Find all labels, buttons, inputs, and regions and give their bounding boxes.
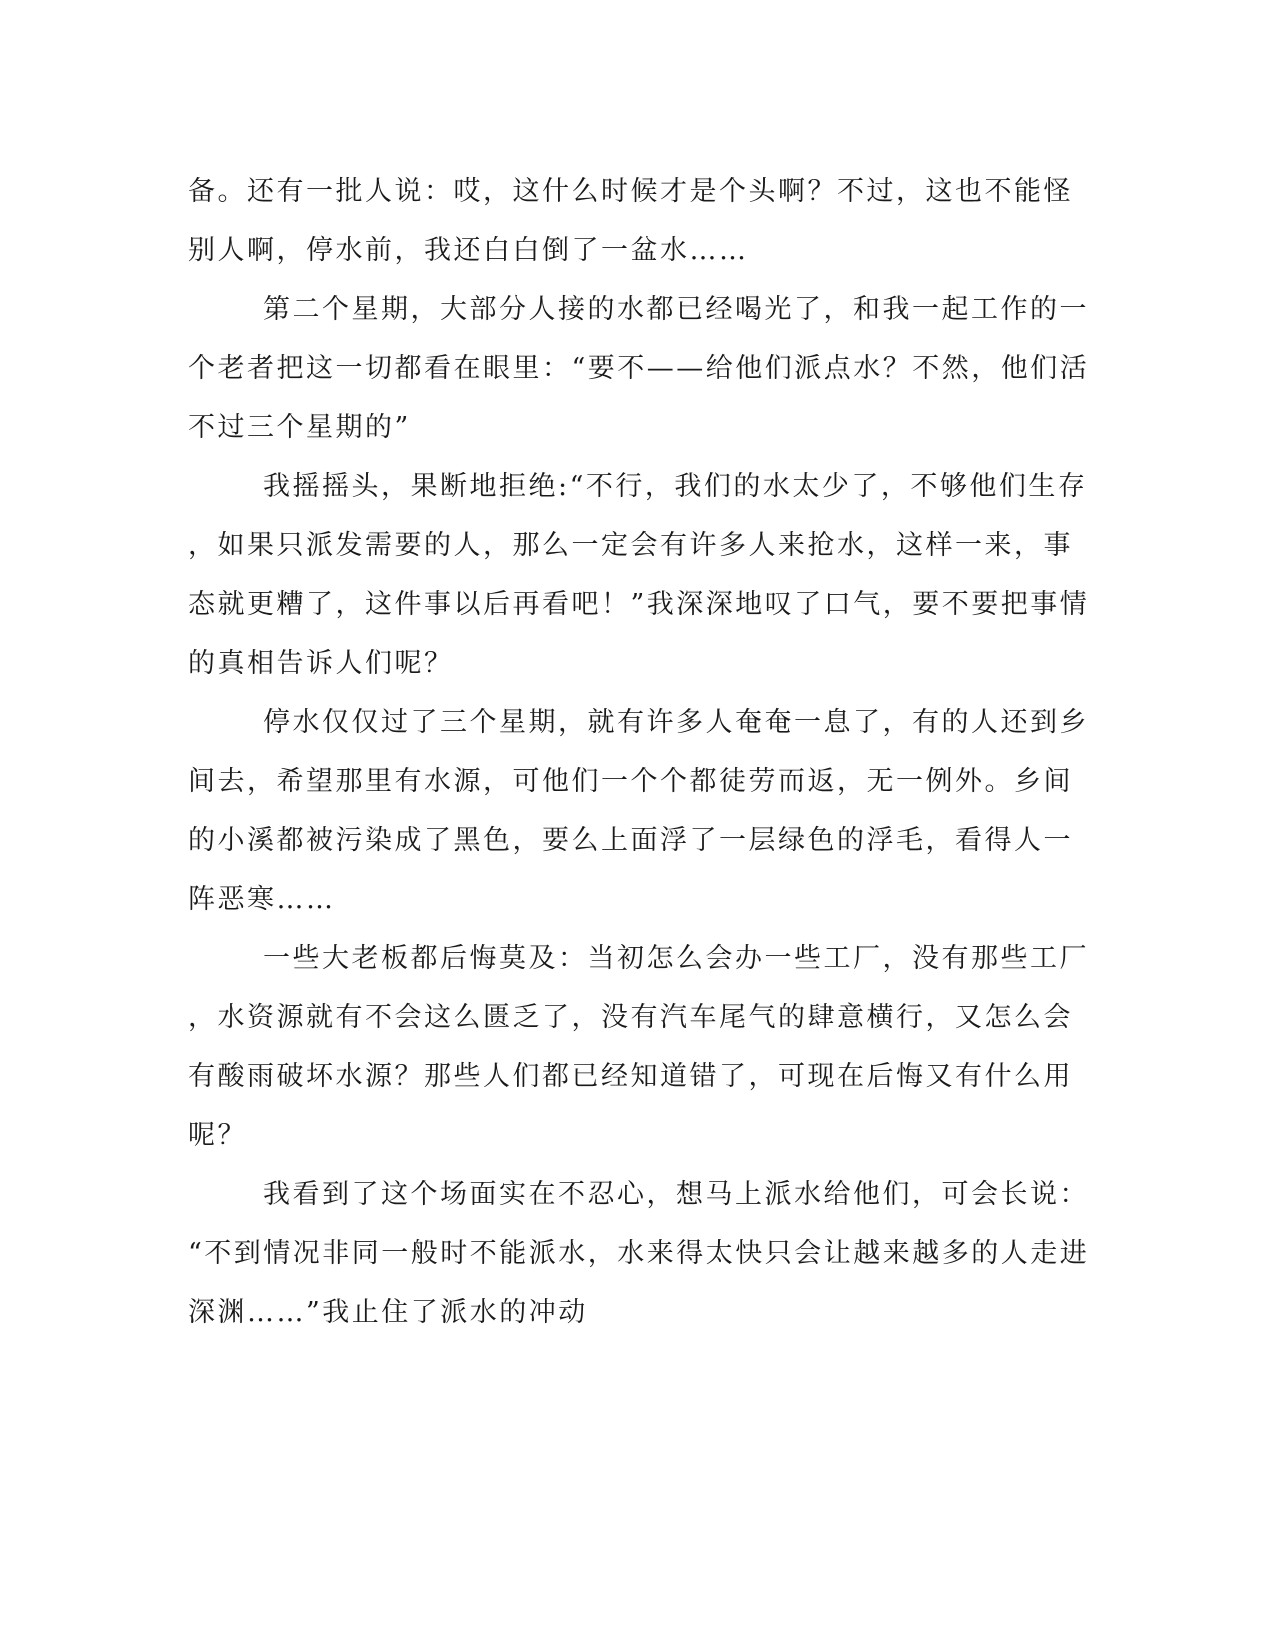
text-line: 停水仅仅过了三个星期，就有许多人奄奄一息了，有的人还到乡: [263, 707, 1089, 738]
text-line: 呢？: [188, 1120, 247, 1151]
text-line: 深渊……”我止住了派水的冲动: [188, 1297, 588, 1328]
text-line: ，水资源就有不会这么匮乏了，没有汽车尾气的肆意横行，又怎么会: [188, 1002, 1073, 1033]
text-line: 第二个星期，大部分人接的水都已经喝光了，和我一起工作的一: [263, 294, 1089, 325]
text-line: 不过三个星期的”: [188, 412, 411, 443]
text-line: 个老者把这一切都看在眼里：“要不——给他们派点水？不然，他们活: [188, 353, 1090, 384]
text-line: ，如果只派发需要的人，那么一定会有许多人来抢水，这样一来，事: [188, 530, 1073, 561]
text-line: 一些大老板都后悔莫及：当初怎么会办一些工厂，没有那些工厂: [263, 943, 1089, 974]
text-line: 备。还有一批人说：哎，这什么时候才是个头啊？不过，这也不能怪: [188, 176, 1073, 207]
text-line: 态就更糟了，这件事以后再看吧！”我深深地叹了口气，要不要把事情: [188, 589, 1090, 620]
text-line: 有酸雨破坏水源？那些人们都已经知道错了，可现在后悔又有什么用: [188, 1061, 1073, 1092]
text-line: 我看到了这个场面实在不忍心，想马上派水给他们，可会长说：: [263, 1179, 1089, 1210]
text-line: “不到情况非同一般时不能派水，水来得太快只会让越来越多的人走进: [188, 1238, 1090, 1269]
text-line: 的小溪都被污染成了黑色，要么上面浮了一层绿色的浮毛，看得人一: [188, 825, 1073, 856]
text-line: 间去，希望那里有水源，可他们一个个都徒劳而返，无一例外。乡间: [188, 766, 1073, 797]
text-line: 我摇摇头，果断地拒绝:“不行，我们的水太少了，不够他们生存: [263, 471, 1088, 502]
body-text: [188, 162, 1090, 1342]
text-line: 别人啊，停水前，我还白白倒了一盆水……: [188, 235, 749, 266]
text-line: 阵恶寒……: [188, 884, 336, 915]
text-line: 的真相告诉人们呢？: [188, 648, 454, 679]
